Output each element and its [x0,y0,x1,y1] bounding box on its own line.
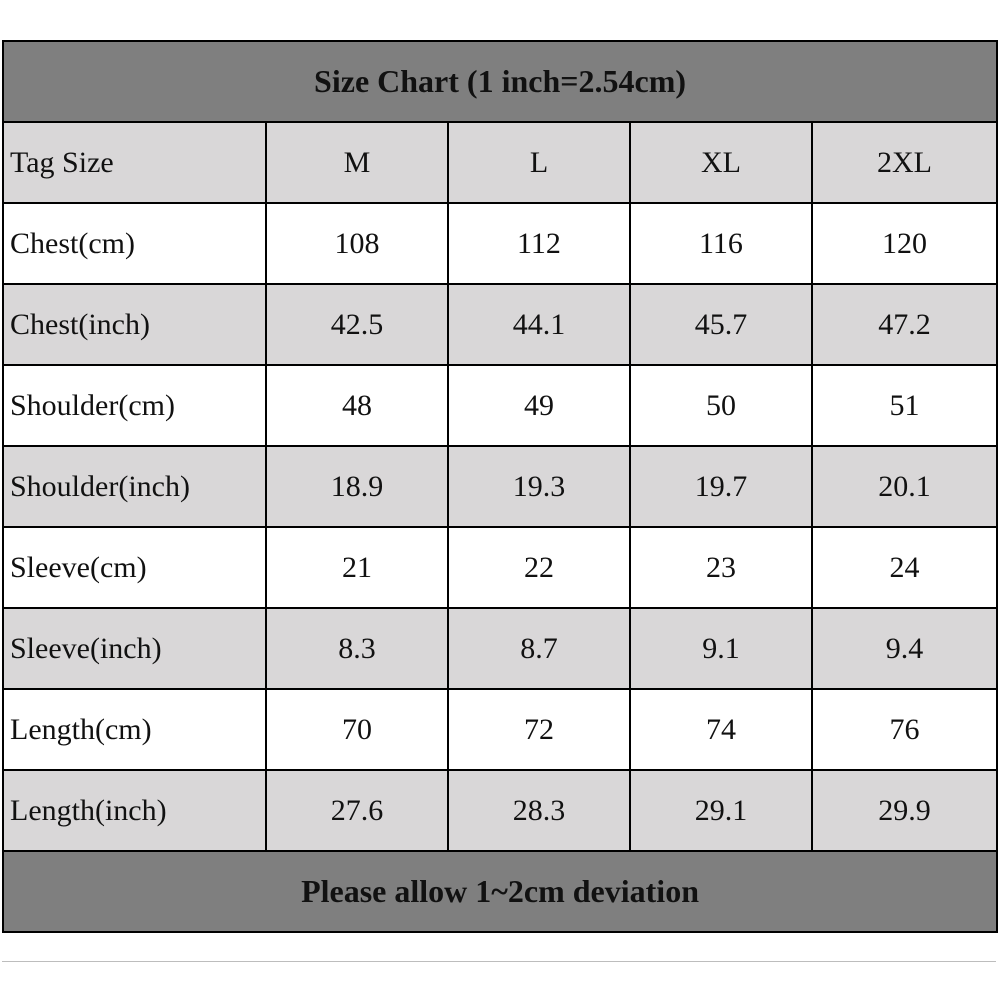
table-cell: 44.1 [448,284,630,365]
table-cell: 51 [812,365,997,446]
table-cell: 27.6 [266,770,448,851]
table-cell: 9.4 [812,608,997,689]
table-cell: 8.3 [266,608,448,689]
table-cell: 74 [630,689,812,770]
size-header-m: M [266,122,448,203]
footer-row [3,851,997,932]
bottom-divider [2,961,996,962]
header-row [3,122,997,203]
row-label: Length(cm) [3,689,266,770]
row-label: Chest(cm) [3,203,266,284]
table-row-chest-cm [3,203,997,284]
size-chart-table [2,40,998,933]
table-cell: 48 [266,365,448,446]
row-label: Shoulder(inch) [3,446,266,527]
table-row-shoulder-cm [3,365,997,446]
table-cell: 20.1 [812,446,997,527]
table-cell: 24 [812,527,997,608]
table-cell: 116 [630,203,812,284]
table-cell: 47.2 [812,284,997,365]
table-cell: 76 [812,689,997,770]
size-header-xl: XL [630,122,812,203]
table-cell: 28.3 [448,770,630,851]
size-header-l: L [448,122,630,203]
table-row-sleeve-cm [3,527,997,608]
table-cell: 72 [448,689,630,770]
row-label: Sleeve(cm) [3,527,266,608]
table-cell: 120 [812,203,997,284]
table-cell: 45.7 [630,284,812,365]
table-row-length-inch [3,770,997,851]
table-row-sleeve-inch [3,608,997,689]
title-row [3,41,997,122]
table-cell: 8.7 [448,608,630,689]
table-row-length-cm [3,689,997,770]
table-cell: 19.7 [630,446,812,527]
table-cell: 112 [448,203,630,284]
table-cell: 29.1 [630,770,812,851]
table-cell: 9.1 [630,608,812,689]
table-cell: 23 [630,527,812,608]
table-cell: 50 [630,365,812,446]
row-label: Shoulder(cm) [3,365,266,446]
size-header-2xl: 2XL [812,122,997,203]
table-cell: 108 [266,203,448,284]
table-cell: 49 [448,365,630,446]
table-cell: 42.5 [266,284,448,365]
table-cell: 21 [266,527,448,608]
row-label: Length(inch) [3,770,266,851]
table-cell: 22 [448,527,630,608]
table-cell: 70 [266,689,448,770]
deviation-note: Please allow 1~2cm deviation [3,851,997,932]
row-label: Chest(inch) [3,284,266,365]
header-label: Tag Size [3,122,266,203]
row-label: Sleeve(inch) [3,608,266,689]
table-row-chest-inch [3,284,997,365]
chart-title: Size Chart (1 inch=2.54cm) [3,41,997,122]
table-cell: 29.9 [812,770,997,851]
table-cell: 18.9 [266,446,448,527]
table-cell: 19.3 [448,446,630,527]
table-row-shoulder-inch [3,446,997,527]
